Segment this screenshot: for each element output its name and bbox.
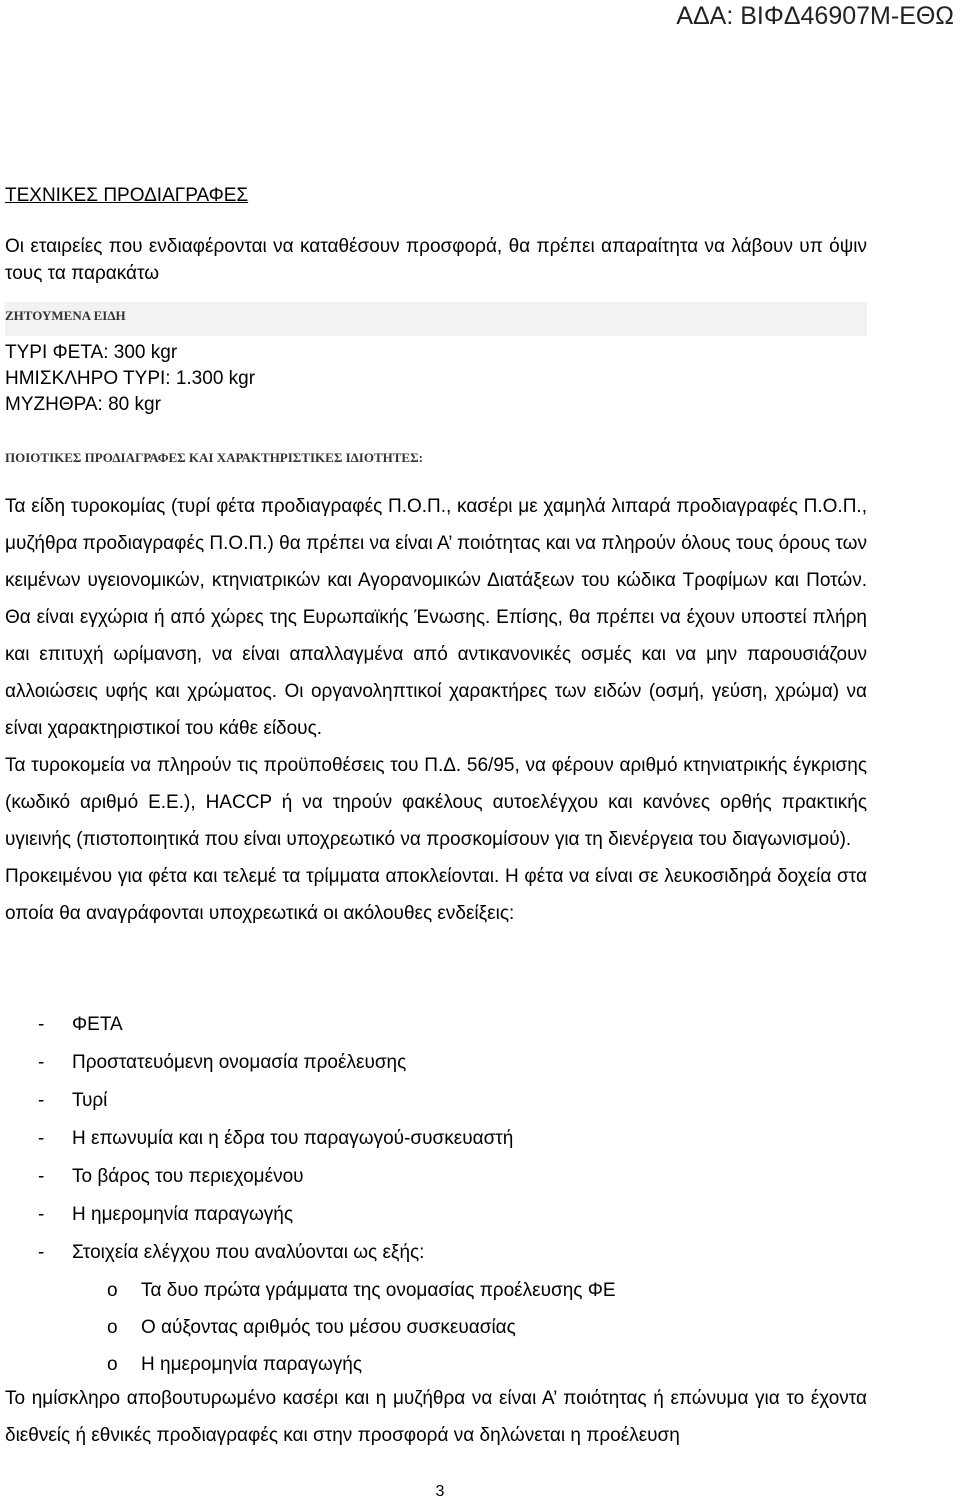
specs-paragraph: Προκειμένου για φέτα και τελεμέ τα τρίμματα αποκλείονται. Η φέτα να είναι σε λευκοσιδηρά δοχεία στα οποία θα αναγράφονται υποχρεωτικά οι ακόλουθες ενδείξεις:	[5, 866, 867, 924]
label-requirements-list	[5, 1006, 867, 1383]
intro-paragraph: Οι εταιρείες που ενδιαφέρονται να καταθέσουν προσφορά, θα πρέπει απαραίτητα να λάβουν υπ όψιν τους τα παρακάτω	[5, 236, 867, 284]
list-item-text: ΦΕΤΑ	[72, 1014, 123, 1035]
dash-marker: -	[38, 1090, 45, 1111]
list-item-text: Το βάρος του περιεχομένου	[72, 1166, 304, 1187]
list-item-text: Η ημερομηνία παραγωγής	[72, 1204, 294, 1225]
closing-paragraph: Το ημίσκληρο αποβουτυρωμένο κασέρι και η μυζήθρα να είναι Α’ ποιότητας ή επώνυμα για το έχοντα διεθνείς ή εθνικές προδιαγραφές και στην προσφορά να δηλώνεται η προέλευση	[5, 1388, 867, 1446]
list-item	[5, 1158, 867, 1196]
list-item	[5, 1044, 867, 1082]
document-title: ΤΕΧΝΙΚΕΣ ΠΡΟΔΙΑΓΡΑΦΕΣ	[5, 185, 249, 206]
dash-marker: -	[38, 1014, 45, 1035]
dash-marker: -	[38, 1052, 45, 1073]
list-item-text: Τυρί	[72, 1090, 108, 1111]
ada-code: ΑΔΑ: ΒΙΦΔ46907Μ-ΕΘΩ	[676, 2, 954, 30]
dash-marker: -	[38, 1242, 45, 1263]
sub-list-item	[5, 1272, 867, 1309]
sub-list-item	[5, 1346, 867, 1383]
requested-items-label: ΖΗΤΟΥΜΕΝΑ ΕΙΔΗ	[5, 302, 867, 336]
circle-bullet-marker: o	[107, 1280, 118, 1301]
circle-bullet-marker: o	[107, 1354, 118, 1375]
quality-specs-label: ΠΟΙΟΤΙΚΕΣ ΠΡΟΔΙΑΓΡΑΦΕΣ ΚΑΙ ΧΑΡΑΚΤΗΡΙΣΤΙΚΕΣ ΙΔΙΟΤΗΤΕΣ:	[5, 450, 423, 465]
specs-paragraph: Τα είδη τυροκομίας (τυρί φέτα προδιαγραφές Π.Ο.Π., κασέρι με χαμηλά λιπαρά προδιαγραφές Π.Ο.Π., μυζήθρα προδιαγραφές Π.Ο.Π.) θα πρέπει να είναι Α’ ποιότητας και να πληρούν όλους τους όρους των κειμένων υγειονομικών, κτηνιατρικών και Αγορανομικών Διατάξεων του κώδικα Τροφίμων και Ποτών. Θα είναι εγχώρια ή από χώρες της Ευρωπαϊκής Ένωσης. Επίσης, θα πρέπει να έχουν υποστεί πλήρη και επιτυχή ωρίμανση, να είναι απαλλαγμένα από αντικανονικές οσμές και να μην παρουσιάζουν αλλοιώσεις υφής και χρώματος. Οι οργανοληπτικοί χαρακτήρες των ειδών (οσμή, γεύση, χρώμα) να είναι χαρακτηριστικοί του κάθε είδους.	[5, 496, 867, 739]
list-item	[5, 1234, 867, 1272]
sub-list-item	[5, 1309, 867, 1346]
list-item	[5, 1196, 867, 1234]
sub-list-item-text: Τα δυο πρώτα γράμματα της ονομασίας προέλευσης ΦΕ	[141, 1280, 616, 1301]
specs-paragraph: Τα τυροκομεία να πληρούν τις προϋποθέσεις του Π.Δ. 56/95, να φέρουν αριθμό κτηνιατρικής έγκρισης (κωδικό αριθμό Ε.Ε.), HACCP ή να τηρούν φακέλους αυτοελέγχου και κανόνες ορθής πρακτικής υγιεινής (πιστοποιητικά που είναι υποχρεωτικό να προσκομίσουν για τη διενέργεια του διαγωνισμού).	[5, 755, 867, 850]
list-item-text: Στοιχεία ελέγχου που αναλύονται ως εξής:	[72, 1242, 425, 1263]
list-item-text: Η επωνυμία και η έδρα του παραγωγού-συσκευαστή	[72, 1128, 514, 1149]
requested-item: ΗΜΙΣΚΛΗΡΟ ΤΥΡΙ: 1.300 kgr	[5, 368, 256, 389]
specs-text	[5, 488, 867, 932]
page-number: 3	[435, 1483, 445, 1500]
requested-items-list	[5, 340, 255, 418]
list-item	[5, 1006, 867, 1044]
circle-bullet-marker: o	[107, 1317, 118, 1338]
dash-marker: -	[38, 1204, 45, 1225]
list-item-text: Προστατευόμενη ονομασία προέλευσης	[72, 1052, 407, 1073]
dash-marker: -	[38, 1166, 45, 1187]
requested-item: ΤΥΡΙ ΦΕΤΑ: 300 kgr	[5, 342, 178, 363]
list-item	[5, 1120, 867, 1158]
dash-marker: -	[38, 1128, 45, 1149]
sub-list-item-text: Ο αύξοντας αριθμός του μέσου συσκευασίας	[141, 1317, 516, 1338]
list-item	[5, 1082, 867, 1120]
requested-item: ΜΥΖΗΘΡΑ: 80 kgr	[5, 394, 161, 415]
sub-list-item-text: Η ημερομηνία παραγωγής	[141, 1354, 363, 1375]
